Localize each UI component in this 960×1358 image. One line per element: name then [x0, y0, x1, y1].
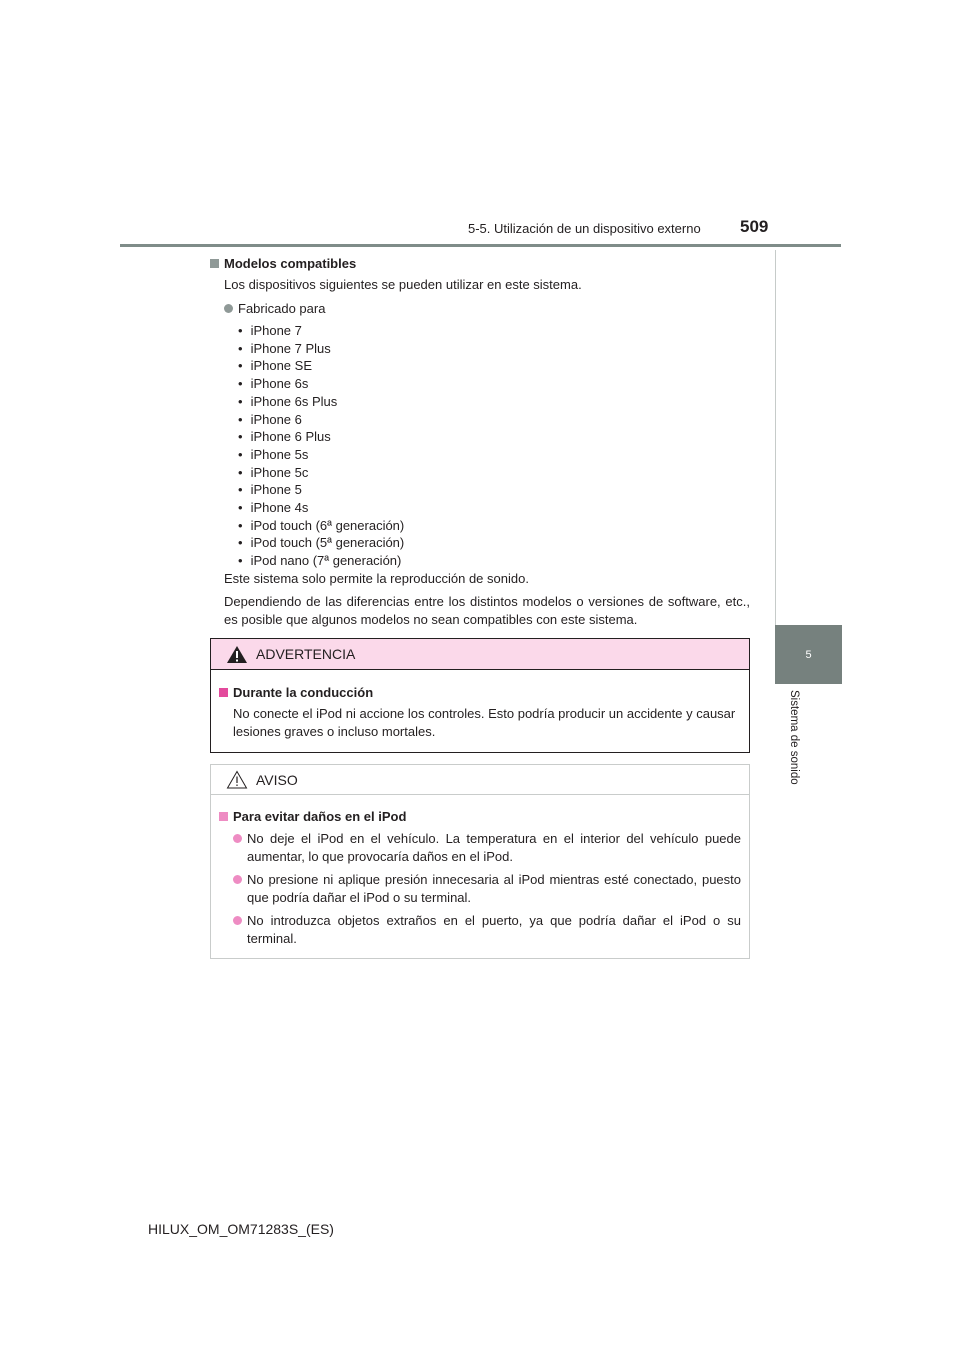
- notice-item-text: No deje el iPod en el vehículo. La temperatura en el interior del vehículo puede aumentar, lo que provocaría daños en el iPod.: [247, 831, 741, 864]
- square-bullet-icon: [219, 688, 228, 697]
- warning-triangle-icon: [226, 645, 248, 664]
- notice-box: [210, 764, 750, 959]
- page-number: 509: [740, 217, 769, 236]
- side-tab-rule: [775, 250, 842, 625]
- notice-header: [211, 765, 749, 795]
- list-item: • iPhone 6s: [238, 375, 750, 393]
- notice-item-title-text: Para evitar daños en el iPod: [233, 808, 407, 824]
- list-item: • iPhone 7 Plus: [238, 340, 750, 358]
- compatibility-note: Dependiendo de las diferencias entre los distintos modelos o versiones de software, etc., es posible que algunos modelos no sean compatibles con este sistema.: [224, 593, 750, 627]
- list-item: • iPod touch (6ª generación): [238, 517, 750, 535]
- list-item: • iPhone 4s: [238, 499, 750, 517]
- list-item: • iPod nano (7ª generación): [238, 552, 750, 570]
- warning-item-title: [219, 683, 741, 701]
- made-for-bullet: [210, 299, 750, 317]
- warning-item-text: No conecte el iPod ni accione los controles. Esto podría producir un accidente y causar lesiones graves o incluso mortales.: [233, 706, 736, 739]
- list-item: • iPhone 6 Plus: [238, 428, 750, 446]
- list-item: • iPhone 6s Plus: [238, 393, 750, 411]
- chapter-number: 5: [805, 648, 812, 661]
- list-item: • iPhone 5s: [238, 446, 750, 464]
- notice-item-title: [219, 807, 741, 825]
- list-item: • iPhone 6: [238, 411, 750, 429]
- notice-body: [211, 795, 749, 948]
- circle-bullet-icon: [233, 834, 242, 843]
- caution-triangle-icon: [226, 770, 248, 789]
- list-item: [219, 912, 741, 948]
- notice-title: AVISO: [256, 771, 298, 788]
- warning-box: [210, 638, 750, 753]
- chapter-tab: [775, 625, 842, 684]
- compatible-section-title: [210, 254, 750, 272]
- notice-item-text: No introduzca objetos extraños en el puerto, ya que podría dañar el iPod o su terminal.: [247, 913, 741, 946]
- circle-bullet-icon: [224, 304, 233, 313]
- compatible-intro: Los dispositivos siguientes se pueden utilizar en este sistema.: [224, 277, 582, 292]
- chapter-label-wrap: [776, 690, 816, 800]
- sound-only-note: Este sistema solo permite la reproducción de sonido.: [224, 570, 529, 586]
- document-code: HILUX_OM_OM71283S_(ES): [148, 1221, 334, 1237]
- list-item: • iPhone 5: [238, 481, 750, 499]
- warning-body: [211, 670, 749, 741]
- warning-title: ADVERTENCIA: [256, 646, 356, 662]
- circle-bullet-icon: [233, 916, 242, 925]
- list-item: • iPhone 7: [238, 322, 750, 340]
- made-for-label: Fabricado para: [238, 300, 326, 316]
- list-item: • iPod touch (5ª generación): [238, 534, 750, 552]
- list-item: • iPhone 5c: [238, 464, 750, 482]
- warning-header: [211, 639, 749, 670]
- main-content: [210, 254, 750, 629]
- chapter-label: Sistema de sonido: [788, 690, 800, 785]
- square-bullet-icon: [219, 812, 228, 821]
- warning-item-title-text: Durante la conducción: [233, 684, 374, 700]
- list-item: [219, 871, 741, 907]
- header-divider: [120, 244, 841, 247]
- compatible-title-text: Modelos compatibles: [224, 255, 357, 271]
- header-section-title: 5-5. Utilización de un dispositivo externo: [468, 221, 701, 236]
- list-item: [219, 830, 741, 866]
- list-item: • iPhone SE: [238, 357, 750, 375]
- device-list: [210, 322, 750, 570]
- circle-bullet-icon: [233, 875, 242, 884]
- notice-item-text: No presione ni aplique presión innecesaria al iPod mientras esté conectado, puesto que podría dañar el iPod o su terminal.: [247, 872, 741, 905]
- square-bullet-icon: [210, 259, 219, 268]
